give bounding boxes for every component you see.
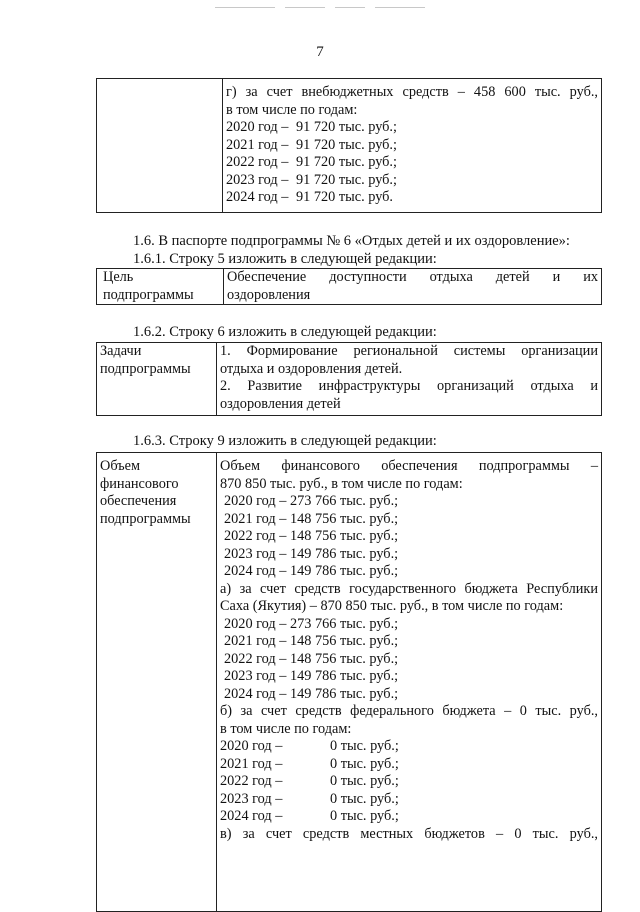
finance-b-year: 2023 год – 0 тыс. руб.;	[220, 790, 399, 807]
finance-a-year: 2020 год – 273 766 тыс. руб.;	[224, 615, 399, 632]
tasks-text-line: оздоровления детей	[220, 395, 341, 412]
table-extrabudget	[96, 78, 602, 213]
finance-total-year: 2021 год – 148 756 тыс. руб.;	[224, 510, 399, 527]
finance-head-line: Объем финансового обеспечения подпрограммы –	[220, 458, 598, 474]
finance-label-line: финансового	[100, 475, 179, 492]
extrabudget-intro: г) за счет внебюджетных средств – 458 600 тыс. руб.,	[226, 84, 598, 100]
table-finance-content	[217, 453, 602, 912]
table-goal-label	[97, 269, 224, 305]
finance-label-line: Объем	[100, 458, 141, 474]
goal-text-line: Обеспечение доступности отдыха детей и их	[227, 269, 598, 285]
extrabudget-year-row: 2020 год – 91 720 тыс. руб.;	[226, 119, 397, 135]
extrabudget-year-row: 2023 год – 91 720 тыс. руб.;	[226, 171, 397, 188]
table-tasks-text	[217, 343, 602, 416]
header-marks	[0, 4, 640, 10]
goal-text-line: оздоровления	[227, 286, 311, 303]
table-tasks-label	[97, 343, 217, 416]
tasks-text-line: отдыха и оздоровления детей.	[220, 360, 403, 377]
finance-a-year: 2021 год – 148 756 тыс. руб.;	[224, 633, 399, 649]
finance-c-line: в) за счет средств местных бюджетов – 0 тыс. руб.,	[220, 825, 598, 842]
paragraph-1-6: 1.6. В паспорте подпрограммы № 6 «Отдых детей и их оздоровление»:	[133, 233, 570, 249]
table-tasks	[96, 342, 602, 416]
table-goal	[96, 268, 602, 305]
paragraph-1-6-1: 1.6.1. Строку 5 изложить в следующей редакции:	[133, 251, 437, 267]
paragraph-1-6-3: 1.6.3. Строку 9 изложить в следующей редакции:	[133, 433, 437, 449]
table-extrabudget-empty-cell	[97, 79, 223, 213]
finance-b-line: б) за счет средств федерального бюджета – 0 тыс. руб.,	[220, 703, 598, 719]
extrabudget-year-row: 2022 год – 91 720 тыс. руб.;	[226, 154, 397, 170]
finance-total-year: 2020 год – 273 766 тыс. руб.;	[224, 493, 399, 509]
goal-label-line: подпрограммы	[103, 286, 194, 303]
finance-b-year: 2022 год – 0 тыс. руб.;	[220, 773, 399, 789]
tasks-label-line: Задачи	[100, 343, 142, 359]
finance-label-line: обеспечения	[100, 493, 177, 509]
table-finance-label	[97, 453, 217, 912]
finance-b-year: 2020 год – 0 тыс. руб.;	[220, 738, 399, 754]
table-extrabudget-content	[223, 79, 602, 213]
finance-a-line: Саха (Якутия) – 870 850 тыс. руб., в том числе по годам:	[220, 598, 564, 614]
finance-b-year: 2021 год – 0 тыс. руб.;	[220, 755, 399, 772]
finance-total-year: 2022 год – 148 756 тыс. руб.;	[224, 528, 399, 544]
finance-total-year: 2024 год – 149 786 тыс. руб.;	[224, 563, 399, 579]
table-goal-text	[224, 269, 602, 305]
finance-head-line: 870 850 тыс. руб., в том числе по годам:	[220, 475, 463, 492]
tasks-text-line: 1. Формирование региональной системы организации	[220, 343, 598, 359]
finance-a-year: 2024 год – 149 786 тыс. руб.;	[224, 685, 399, 702]
finance-label-line: подпрограммы	[100, 510, 191, 527]
tasks-text-line: 2. Развитие инфраструктуры организаций отдыха и	[220, 378, 598, 394]
finance-b-line: в том числе по годам:	[220, 720, 352, 737]
table-finance	[96, 452, 602, 912]
page-number: 7	[316, 44, 324, 60]
tasks-label-line: подпрограммы	[100, 360, 191, 377]
finance-a-year: 2022 год – 148 756 тыс. руб.;	[224, 650, 399, 667]
finance-a-year: 2023 год – 149 786 тыс. руб.;	[224, 668, 399, 684]
goal-label-line: Цель	[103, 269, 134, 285]
finance-b-year: 2024 год – 0 тыс. руб.;	[220, 808, 399, 824]
finance-total-year: 2023 год – 149 786 тыс. руб.;	[224, 545, 399, 562]
extrabudget-year-row: 2024 год – 91 720 тыс. руб.	[226, 189, 394, 205]
extrabudget-intro2: в том числе по годам:	[226, 101, 358, 118]
paragraph-1-6-2: 1.6.2. Строку 6 изложить в следующей редакции:	[133, 324, 437, 340]
extrabudget-year-row: 2021 год – 91 720 тыс. руб.;	[226, 136, 397, 153]
finance-a-line: а) за счет средств государственного бюджета Республики	[220, 580, 598, 597]
